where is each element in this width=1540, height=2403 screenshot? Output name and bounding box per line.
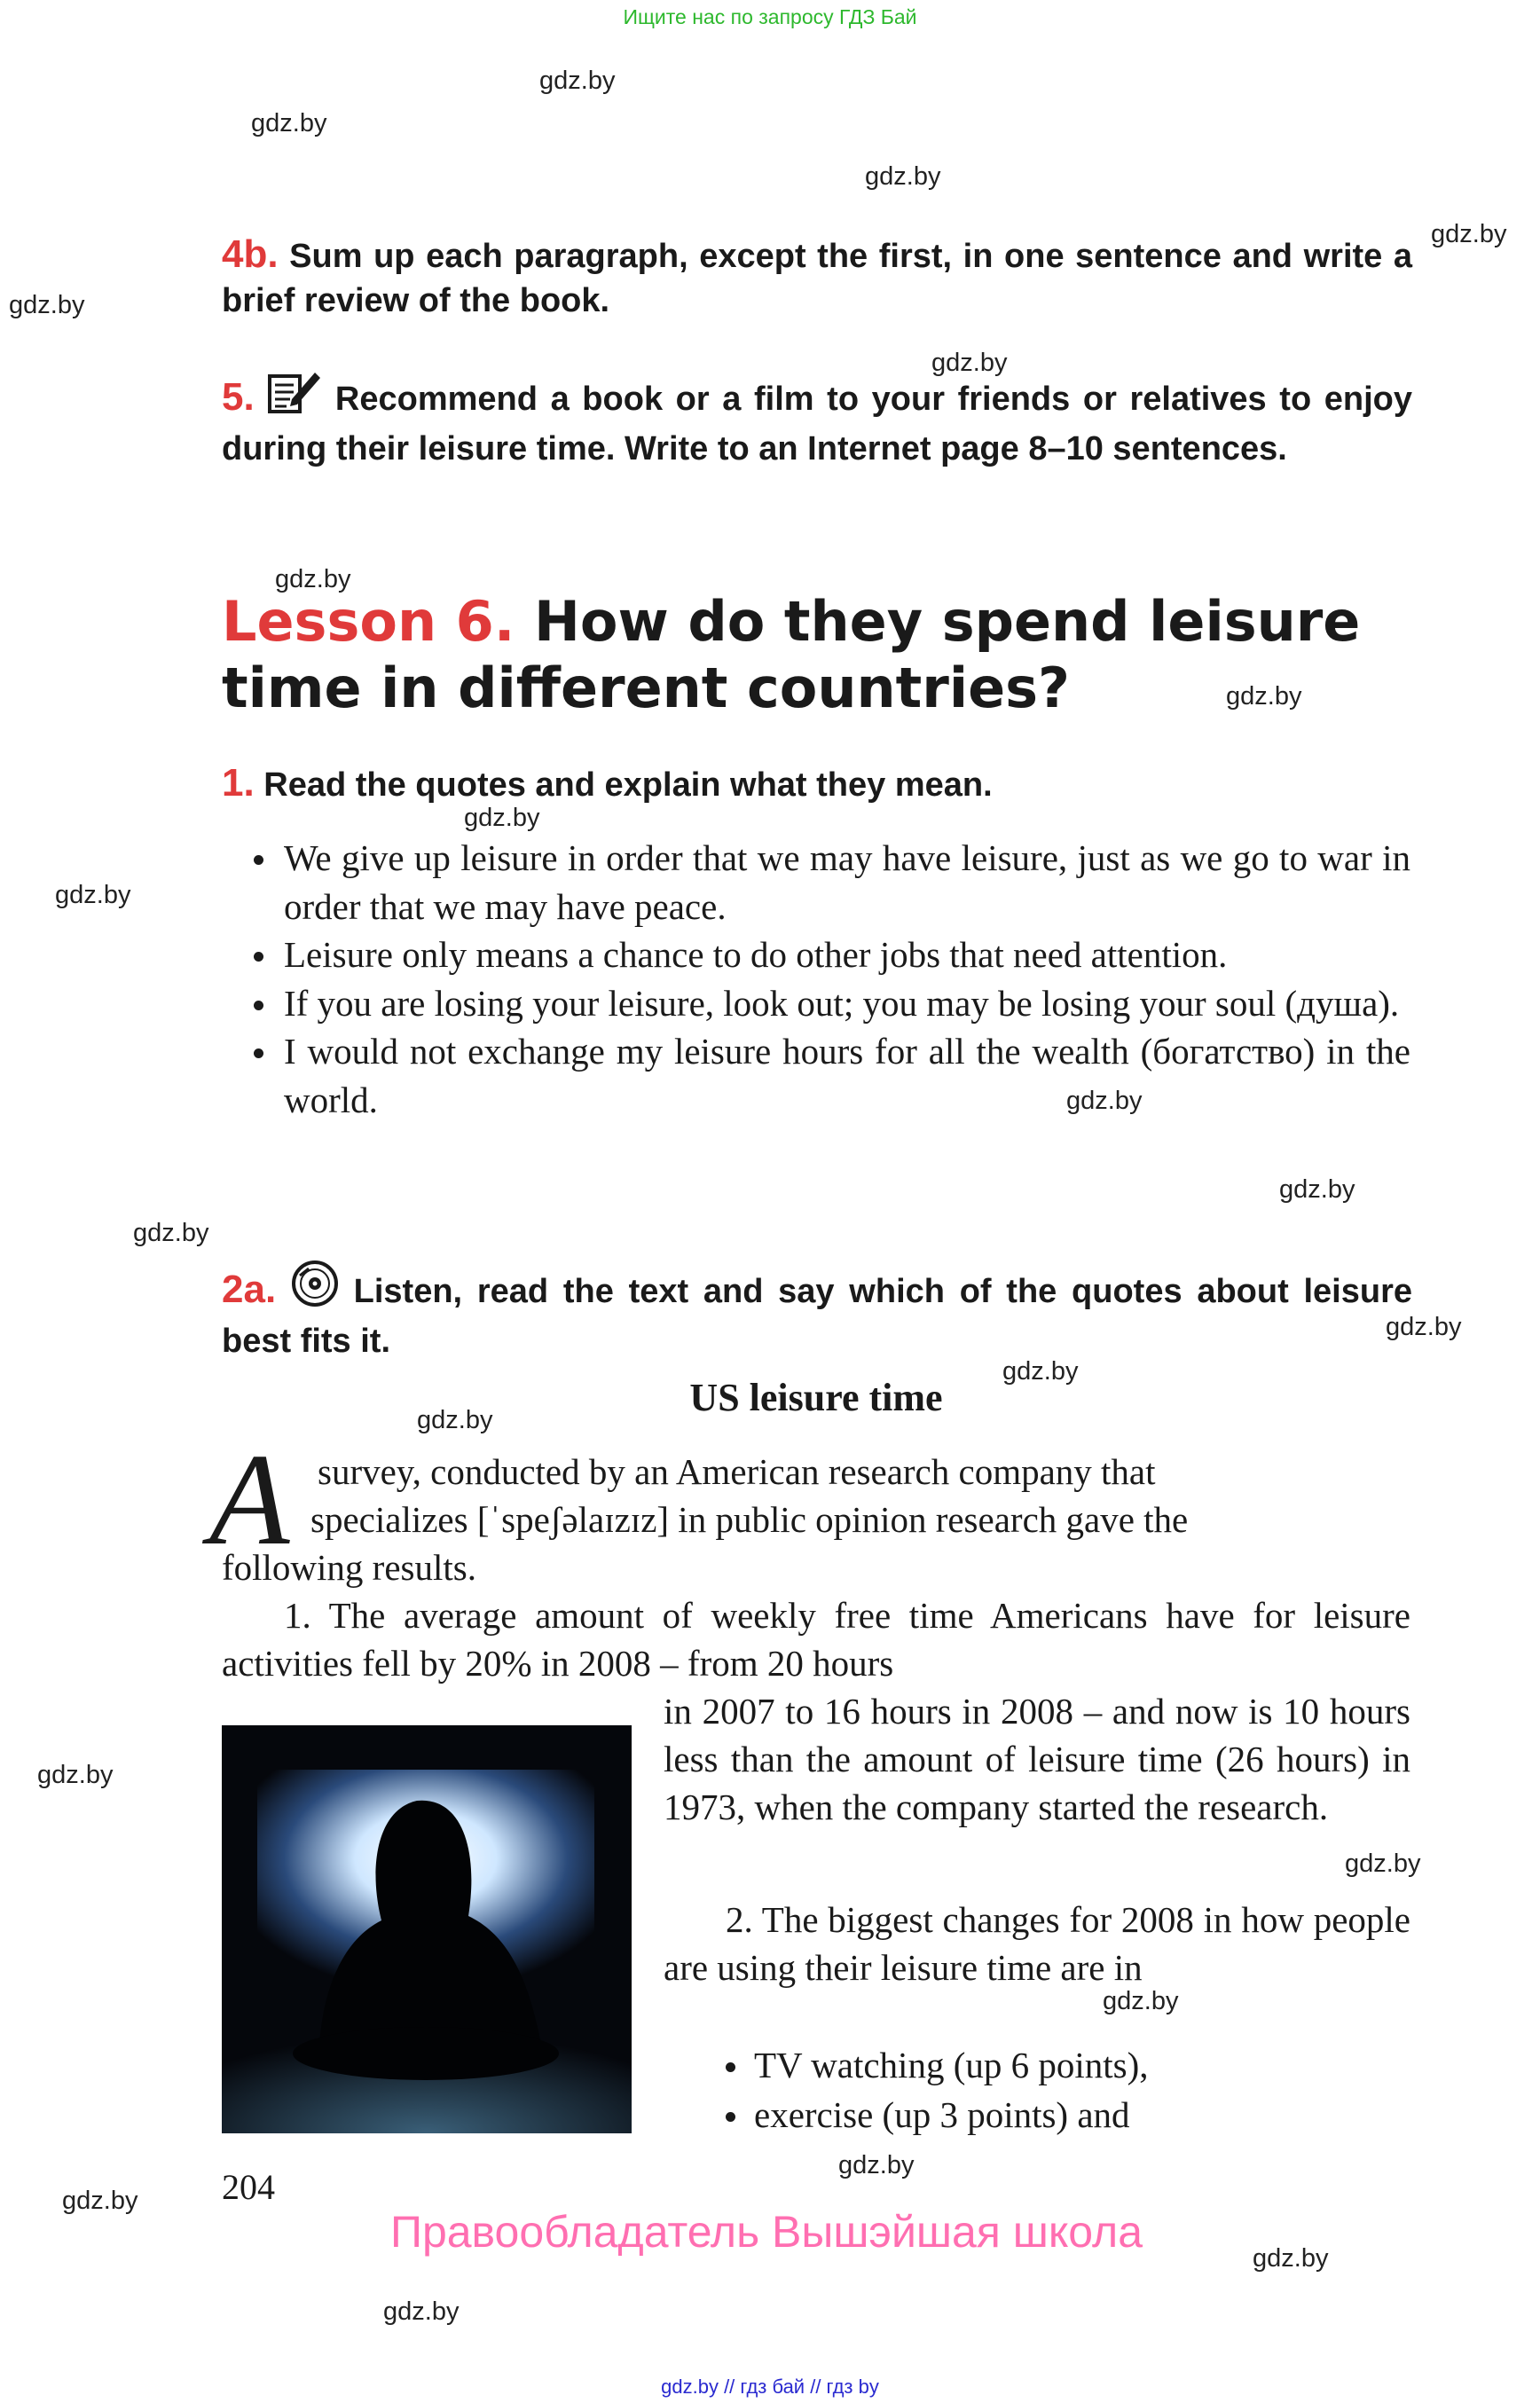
list-item: If you are losing your leisure, look out; you may be losing your soul (душа). [284,979,1410,1028]
lesson-title-line1: How do they spend leisure [533,589,1361,654]
watermark: gdz.by [539,67,616,95]
drop-cap: A [209,1427,290,1573]
watermark: gdz.by [1386,1313,1462,1341]
lesson-title [222,588,1428,721]
header-note: Ищите нас по запросу ГДЗ Бай [623,5,917,28]
task-2a [222,1260,1412,1363]
watermark: gdz.by [9,291,85,319]
copyright-notice: Правообладатель Вышэйшая школа [390,2207,1143,2257]
list-item: We give up leisure in order that we may have leisure, just as we go to war in order that we may have peace. [284,834,1410,931]
watermark: gdz.by [1002,1357,1079,1386]
task-5 [222,367,1412,471]
watermark: gdz.by [1253,2244,1329,2273]
task-number: 5. [222,375,255,419]
task-number: 2a. [222,1268,277,1311]
text-title: US leisure time [689,1376,943,1419]
list-item: Leisure only means a chance to do other jobs that need attention. [284,931,1410,979]
watermark: gdz.by [1226,682,1302,711]
task-text: Recommend a book or a film to your friends or relatives to enjoy during their leisure time. Write to an Internet page 8–10 sentences. [222,381,1413,467]
task-number: 1. [222,761,255,805]
photo-person-watching-tv [222,1725,632,2133]
paragraph-2: 2. The biggest changes for 2008 in how people are using their leisure time are in [664,1899,1410,1988]
intro-line1: survey, conducted by an American research company that [318,1451,1156,1492]
quotes-list [284,834,1410,1124]
lesson-title-line2: time in different countries? [222,656,1071,720]
watermark: gdz.by [1431,220,1507,248]
list-item: TV watching (up 6 points), [754,2040,1149,2090]
watermark: gdz.by [251,109,327,137]
paragraph-1-start: 1. The average amount of weekly free time Americans have for leisure activities fell by 20% in 2008 – from 20 hours [222,1595,1410,1684]
changes-list [754,2040,1149,2140]
task-text: Read the quotes and explain what they mean. [263,766,993,804]
watermark: gdz.by [133,1219,209,1247]
task-1 [222,761,1412,807]
watermark: gdz.by [838,2151,915,2179]
task-4b [222,232,1412,323]
list-item: exercise (up 3 points) and [754,2090,1149,2140]
watermark: gdz.by [865,162,941,191]
watermark: gdz.by [1066,1087,1143,1115]
watermark: gdz.by [1279,1175,1355,1204]
watermark: gdz.by [1345,1849,1421,1878]
page-number: 204 [222,2167,275,2207]
intro-line3: following results. [222,1547,476,1588]
watermark: gdz.by [37,1761,114,1789]
task-text: Listen, read the text and say which of the quotes about leisure best fits it. [222,1273,1412,1360]
footer-note: gdz.by // гдз бай // гдз by [661,2376,879,2398]
intro-line2: specializes [ˈspeʃəlaɪzɪz] in public opinion research gave the [310,1499,1189,1540]
audio-disc-icon [291,1260,339,1319]
watermark: gdz.by [931,349,1008,377]
lesson-number: Lesson 6. [222,589,515,654]
watermark: gdz.by [383,2297,460,2326]
task-text: Sum up each paragraph, except the first, in one sentence and write a brief review of the book. [222,238,1412,319]
paragraph-1-wrap: in 2007 to 16 hours in 2008 – and now is 10 hours less than the amount of leisure time (26 hours) in 1973, when the company started the research. [664,1691,1410,1827]
task-number: 4b. [222,232,279,276]
watermark: gdz.by [275,565,351,593]
watermark: gdz.by [464,804,540,832]
watermark: gdz.by [417,1406,493,1434]
writing-pencil-icon [267,367,322,427]
watermark: gdz.by [62,2187,138,2215]
list-item: I would not exchange my leisure hours for all the wealth (богатство) in the world. [284,1027,1410,1124]
watermark: gdz.by [1103,1987,1179,2015]
watermark: gdz.by [55,881,131,909]
